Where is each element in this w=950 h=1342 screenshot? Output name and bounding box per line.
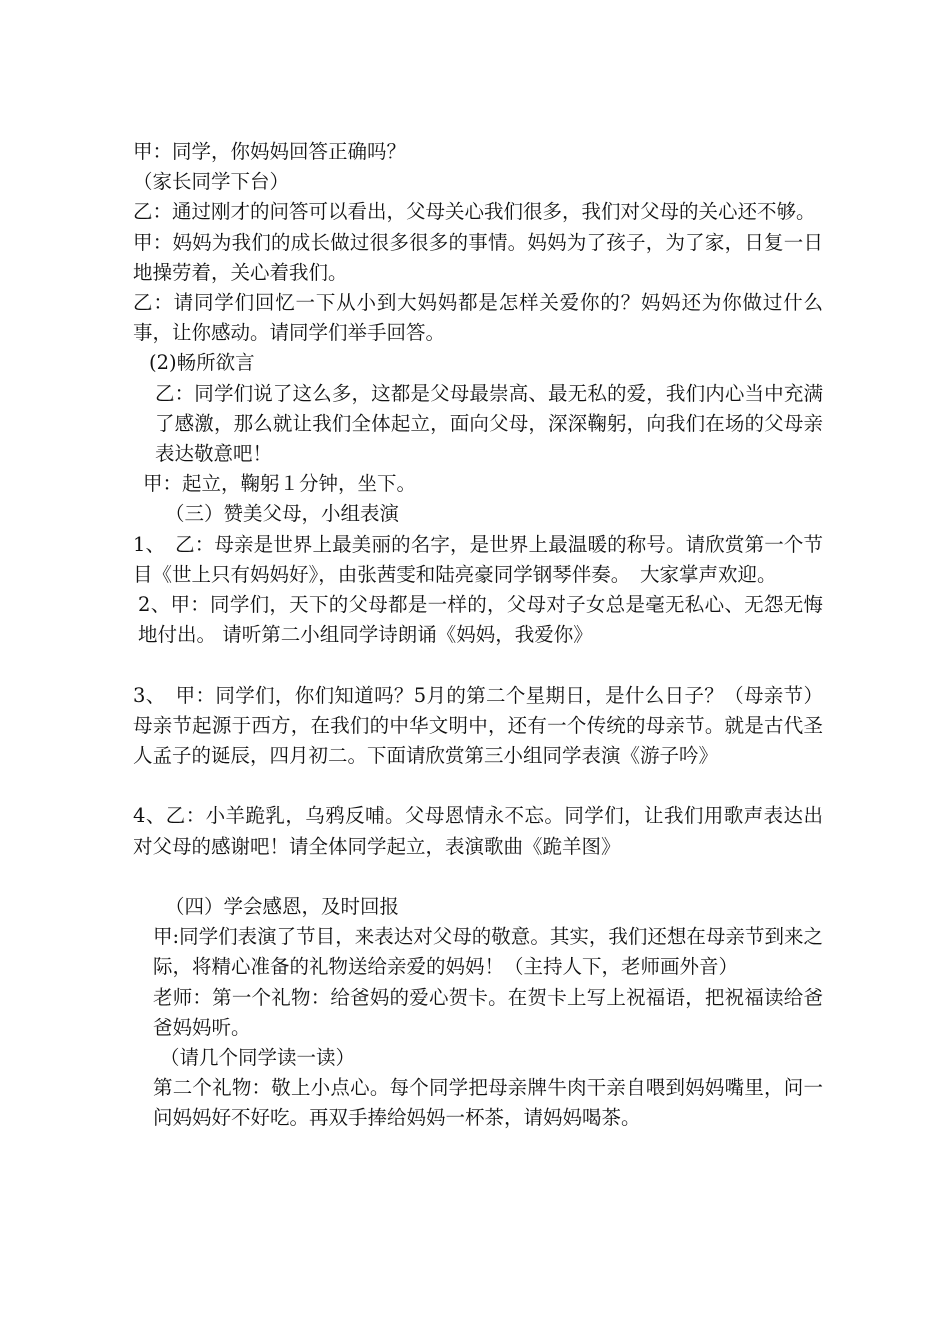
program-item-4: 4、乙：小羊跪乳，乌鸦反哺。父母恩情永不忘。同学们，让我们用歌声表达出对父母的感谢吧！请全体同学起立，表演歌曲《跪羊图》 — [133, 804, 823, 858]
section-heading-speak-freely: (2)畅所欲言 — [149, 351, 255, 375]
paragraph-1: 甲：同学，你妈妈回答正确吗？ — [133, 140, 407, 163]
paragraph-10: （请几个同学读一读） — [160, 1046, 356, 1070]
program-item-1: 1、 乙：母亲是世界上最美丽的名字，是世界上最温暖的称号。请欣赏第一个节目《世上只有妈妈好》，由张茜雯和陆亮豪同学钢琴伴奏。 大家掌声欢迎。 — [133, 532, 823, 586]
paragraph-2: （家长同学下台） — [133, 170, 290, 194]
paragraph-7: 甲：起立，鞠躬１分钟，坐下。 — [143, 472, 417, 496]
blank-line — [133, 771, 823, 801]
program-item-3: 3、 甲：同学们，你们知道吗？5月的第二个星期日，是什么日子？（母亲节）母亲节起源于西方，在我们的中华文明中，还有一个传统的母亲节。就是古代圣人孟子的诞辰，四月初二。下面请欣赏第三小组同学表演《游子吟》 — [133, 683, 823, 768]
program-item-2: 2、甲：同学们，天下的父母都是一样的，父母对子女总是毫无私心、无怨无悔地付出。 请听第二小组同学诗朗诵《妈妈，我爱你》 — [138, 593, 823, 647]
paragraph-8: 甲:同学们表演了节目，来表达对父母的敬意。其实，我们还想在母亲节到来之际，将精心准备的礼物送给亲爱的妈妈！（主持人下，老师画外音） — [153, 925, 823, 979]
paragraph-9: 老师：第一个礼物：给爸妈的爱心贺卡。在贺卡上写上祝福语，把祝福读给爸爸妈妈听。 — [153, 985, 823, 1039]
section-heading-gratitude: （四）学会感恩，及时回报 — [165, 895, 400, 919]
paragraph-6: 乙：同学们说了这么多，这都是父母最崇高、最无私的爱，我们内心当中充满了感激，那么就让我们全体起立，面向父母，深深鞠躬，向我们在场的父母亲表达敬意吧！ — [155, 381, 823, 466]
paragraph-4: 甲：妈妈为我们的成长做过很多很多的事情。妈妈为了孩子，为了家，日复一日地操劳着，关心着我们。 — [133, 230, 823, 284]
paragraph-11: 第二个礼物：敬上小点心。每个同学把母亲牌牛肉干亲自喂到妈妈嘴里，问一问妈妈好不好吃。再双手捧给妈妈一杯茶，请妈妈喝茶。 — [153, 1076, 823, 1130]
paragraph-3: 乙：通过刚才的问答可以看出，父母关心我们很多，我们对父母的关心还不够。 — [133, 200, 816, 224]
document-body — [133, 137, 823, 1134]
section-heading-praise-parents: （三）赞美父母，小组表演 — [165, 502, 400, 526]
blank-line — [133, 862, 823, 892]
blank-line — [133, 650, 823, 680]
paragraph-5: 乙：请同学们回忆一下从小到大妈妈都是怎样关爱你的？妈妈还为你做过什么事，让你感动。请同学们举手回答。 — [133, 291, 823, 345]
